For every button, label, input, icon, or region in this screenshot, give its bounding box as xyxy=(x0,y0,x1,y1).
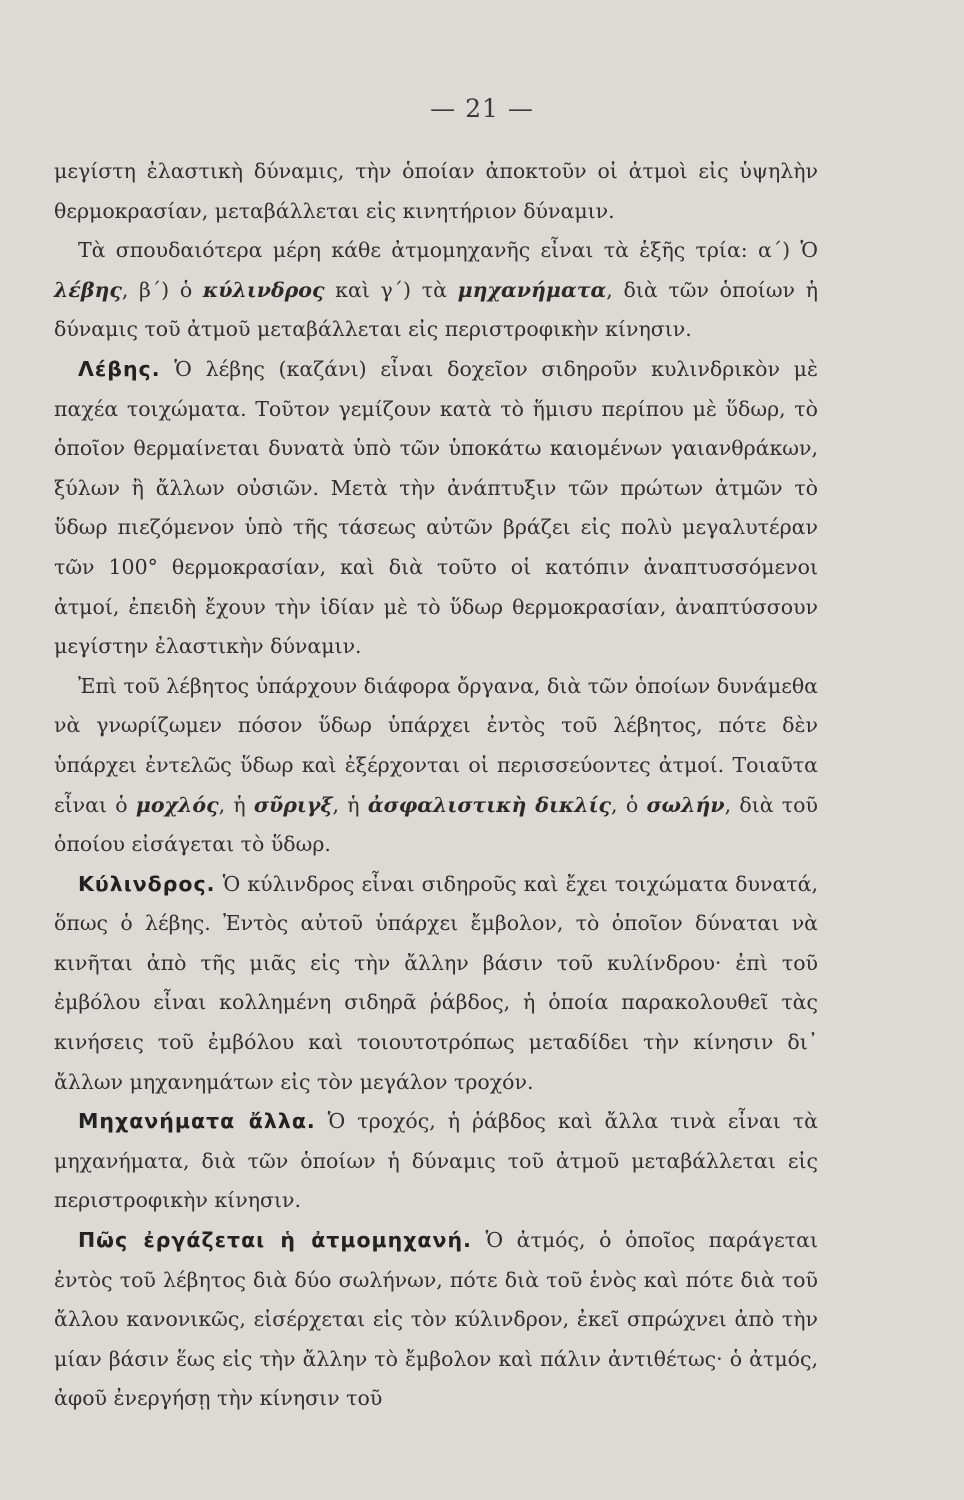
term-whistle: σῦριγξ xyxy=(253,792,333,817)
paragraph-other-mechanisms xyxy=(54,1102,818,1221)
page-number: — 21 — xyxy=(430,94,534,123)
section-heading-cylinder: Κύλινδρος. xyxy=(78,871,216,896)
paragraph-boiler xyxy=(54,350,818,667)
paragraph-text: Ὁ λέβης (καζάνι) εἶναι δοχεῖον σιδηροῦν κυλινδρικὸν μὲ παχέα τοιχώματα. Τοῦτον γεμίζουν κατὰ τὸ ἥμισυ περίπου μὲ ὕδωρ, τὸ ὁποῖον θερμαίνεται δυνατὰ ὑπὸ τῶν ὑποκάτω καιομένων γαιανθράκων, ξύλων ἢ ἄλλων οὐσιῶν. Μετὰ τὴν ἀνάπτυξιν τῶν πρώτων ἀτμῶν τὸ ὕδωρ πιεζόμενον ὑπὸ τῆς τάσεως αὐτῶν βράζει εἰς πολὺ μεγαλυτέραν τῶν 100° θερμοκρασίαν, καὶ διὰ τοῦτο οἱ κατόπιν ἀναπτυσσόμενοι ἀτμοί, ἐπειδὴ ἔχουν τὴν ἰδίαν μὲ τὸ ὕδωρ θερμοκρασίαν, ἀναπτύσσουν μεγίστην ἐλαστικὴν δύναμιν. xyxy=(54,356,818,659)
term-safety-valve: ἀσφαλιστικὴ δικλίς xyxy=(367,792,612,817)
paragraph-how-it-works xyxy=(54,1221,818,1419)
term-boiler: λέβης xyxy=(54,277,122,302)
text-run: , ἡ xyxy=(218,792,254,817)
text-run: Ἐπὶ τοῦ λέβητος ὑπάρχουν διάφορα ὄργανα, διὰ τῶν ὁποίων δυνάμεθα νὰ γνωρίζωμεν πόσον ὕδωρ ὑπάρχει ἐντὸς τοῦ λέβητος, πότε δὲν ὑπάρχει ἐντελῶς ὕδωρ καὶ ἐξέρχονται οἱ περισσεύοντες ἀτμοί. Τοιαῦτα εἶναι ὁ xyxy=(54,673,818,817)
paragraph-boiler-instruments xyxy=(54,667,818,865)
paragraph-text: Ὁ ἀτμός, ὁ ὁποῖος παράγεται ἐντὸς τοῦ λέβητος διὰ δύο σωλήνων, πότε διὰ τοῦ ἑνὸς καὶ πότε διὰ τοῦ ἄλλου κανονικῶς, εἰσέρχεται εἰς τὸν κύλινδρον, ἐκεῖ σπρώχνει ἀπὸ τὴν μίαν βάσιν ἕως εἰς τὴν ἄλλην τὸ ἔμβολον καὶ πάλιν ἀντιθέτως· ὁ ἀτμός, ἀφοῦ ἐνεργήσῃ τὴν κίνησιν τοῦ xyxy=(54,1228,818,1411)
term-mechanisms: μηχανήματα xyxy=(457,277,607,302)
text-run: , διὰ τῶν ὁποίων ἡ δύναμις τοῦ ἀτμοῦ μεταβάλλεται εἰς περιστροφικὴν κίνησιν. xyxy=(54,277,818,342)
page-body xyxy=(54,152,818,1419)
text-run: Τὰ σπουδαιότερα μέρη κάθε ἀτμομηχανῆς εἶναι τὰ ἑξῆς τρία: α΄) Ὁ xyxy=(78,238,818,263)
paragraph-cylinder xyxy=(54,865,818,1103)
text-run: , ὁ xyxy=(611,792,647,817)
section-heading-boiler: Λέβης. xyxy=(78,356,161,381)
section-heading-mechanisms: Μηχανήματα ἄλλα. xyxy=(78,1109,316,1134)
paragraph-continuation: μεγίστη ἐλαστικὴ δύναμις, τὴν ὁποίαν ἀποκτοῦν οἱ ἀτμοὶ εἰς ὑψηλὴν θερμοκρασίαν, μεταβάλλεται εἰς κινητήριον δύναμιν. xyxy=(54,159,818,223)
text-run: , β΄) ὁ xyxy=(121,277,203,302)
text-run: καὶ γ΄) τὰ xyxy=(324,277,458,302)
text-run: , ἡ xyxy=(332,792,368,817)
paragraph-text: Ὁ κύλινδρος εἶναι σιδηροῦς καὶ ἔχει τοιχώματα δυνατά, ὅπως ὁ λέβης. Ἐντὸς αὐτοῦ ὑπάρχει ἔμβολον, τὸ ὁποῖον δύναται νὰ κινῆται ἀπὸ τῆς μιᾶς εἰς τὴν ἄλλην βάσιν τοῦ κυλίνδρου· ἐπὶ τοῦ ἐμβόλου εἶναι κολλημένη σιδηρᾶ ῥάβδος, ἡ ὁποία παρακολουθεῖ τὰς κινήσεις τοῦ ἐμβόλου καὶ τοιουτοτρόπως μεταδίδει τὴν κίνησιν δι᾽ ἄλλων μηχανημάτων εἰς τὸν μεγάλον τροχόν. xyxy=(54,871,818,1094)
paragraph-text: Ὁ τροχός, ἡ ῥάβδος καὶ ἄλλα τινὰ εἶναι τὰ μηχανήματα, διὰ τῶν ὁποίων ἡ δύναμις τοῦ ἀτμοῦ μεταβάλλεται εἰς περιστροφικὴν κίνησιν. xyxy=(54,1109,818,1213)
paragraph-main-parts xyxy=(54,231,818,350)
term-pipe: σωλήν xyxy=(646,792,725,817)
text-run: , διὰ τοῦ ὁποίου εἰσάγεται τὸ ὕδωρ. xyxy=(54,792,818,857)
term-lever: μοχλός xyxy=(135,792,219,817)
term-cylinder: κύλινδρος xyxy=(202,277,325,302)
section-heading-how-it-works: Πῶς ἐργάζεται ἡ ἀτμομηχανή. xyxy=(78,1228,472,1253)
